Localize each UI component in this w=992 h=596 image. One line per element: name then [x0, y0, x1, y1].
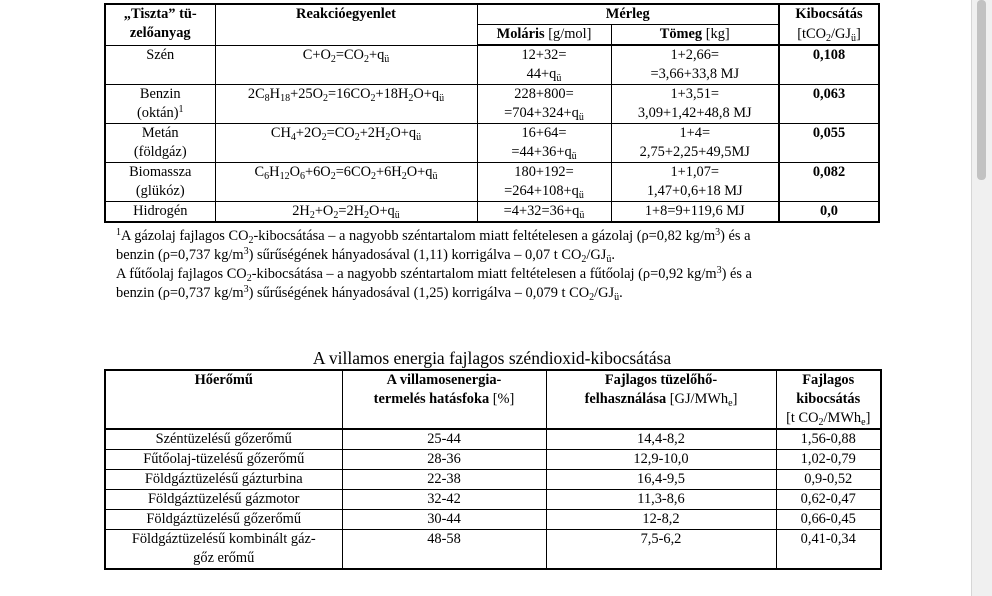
- emission-cell: 0,063: [779, 85, 879, 124]
- footnotes: [116, 227, 886, 303]
- plant-cell: Földgáztüzelésű gázturbina: [105, 470, 342, 490]
- table-row: [105, 470, 881, 490]
- fuel-emission-table: [104, 3, 880, 223]
- emission-cell: 0,66-0,45: [776, 510, 881, 530]
- col-fuel-header: „Tiszta” tü- zelőanyag: [105, 4, 215, 45]
- table2-title: A villamos energia fajlagos széndioxid-kibocsátása: [312, 348, 672, 368]
- col-fuel-use-header: Fajlagos tüzelőhő- felhasználása [GJ/MWh$_e$]: [546, 370, 776, 429]
- table-row: [105, 510, 881, 530]
- molar-cell: 228+800= $=704+324+q_ü$: [477, 85, 611, 124]
- molar-cell: $=4+32=36+q_ü$: [477, 202, 611, 223]
- emission-cell: 0,055: [779, 124, 879, 163]
- molar-cell: 16+64= $=44+36+q_ü$: [477, 124, 611, 163]
- emission-cell: 0,9-0,52: [776, 470, 881, 490]
- plant-cell: Földgáztüzelésű gázmotor: [105, 490, 342, 510]
- emission-cell: 0,62-0,47: [776, 490, 881, 510]
- mass-cell: 1+4= 2,75+2,25+49,5MJ: [611, 124, 779, 163]
- plant-cell: Földgáztüzelésű gőzerőmű: [105, 510, 342, 530]
- table-row: [105, 85, 879, 124]
- col-emission-unit: $[tCO_2/GJ_ü]$: [779, 25, 879, 46]
- plant-cell: Fűtőolaj-tüzelésű gőzerőmű: [105, 450, 342, 470]
- mass-cell: 1+8=9+119,6 MJ: [611, 202, 779, 223]
- table-row: [105, 450, 881, 470]
- molar-cell: 180+192= $=264+108+q_ü$: [477, 163, 611, 202]
- col-molar-header: Moláris [g/mol]: [477, 25, 611, 46]
- vertical-scrollbar[interactable]: [971, 0, 992, 596]
- efficiency-cell: 30-44: [342, 510, 546, 530]
- fuel-cell: Biomassza (glükóz): [105, 163, 215, 202]
- mass-cell: 1+3,51= 3,09+1,42+48,8 MJ: [611, 85, 779, 124]
- efficiency-cell: 25-44: [342, 429, 546, 450]
- emission-cell: 0,0: [779, 202, 879, 223]
- emission-cell: 0,41-0,34: [776, 530, 881, 570]
- plant-cell: Széntüzelésű gőzerőmű: [105, 429, 342, 450]
- fuel-use-cell: 12,9-10,0: [546, 450, 776, 470]
- fuel-use-cell: 7,5-6,2: [546, 530, 776, 570]
- table-row: [105, 163, 879, 202]
- efficiency-cell: 28-36: [342, 450, 546, 470]
- molar-cell: 12+32= $44+q_ü$: [477, 45, 611, 85]
- electricity-emission-table: [104, 369, 882, 570]
- mass-cell: 1+2,66= =3,66+33,8 MJ: [611, 45, 779, 85]
- emission-cell: 0,082: [779, 163, 879, 202]
- col-plant-header: Hőerőmű: [105, 370, 342, 429]
- col-efficiency-header: A villamosenergia- termelés hatásfoka [%]: [342, 370, 546, 429]
- reaction-cell: $C_6H_{12}O_6+6O_2=6CO_2+6H_2O+q_ü$: [215, 163, 477, 202]
- table-row: [105, 45, 879, 85]
- efficiency-cell: 48-58: [342, 530, 546, 570]
- fuel-use-cell: 12-8,2: [546, 510, 776, 530]
- col-reaction-header: Reakcióegyenlet: [215, 4, 477, 45]
- col-emission-header: Fajlagos kibocsátás [t $CO_2/MWh_e$]: [776, 370, 881, 429]
- reaction-cell: $2H_2+O_2=2H_2O+q_ü$: [215, 202, 477, 223]
- efficiency-cell: 32-42: [342, 490, 546, 510]
- mass-cell: 1+1,07= 1,47+0,6+18 MJ: [611, 163, 779, 202]
- col-mass-header: Tömeg [kg]: [611, 25, 779, 46]
- fuel-use-cell: 11,3-8,6: [546, 490, 776, 510]
- emission-cell: 1,02-0,79: [776, 450, 881, 470]
- table-row: [105, 202, 879, 223]
- reaction-cell: $2C_8H_{18}+25O_2=16CO_2+18H_2O+q_ü$: [215, 85, 477, 124]
- reaction-cell: $CH_4+2O_2=CO_2+2H_2O+q_ü$: [215, 124, 477, 163]
- footnote-diesel: $^1$A gázolaj fajlagos $CO_2$-kibocsátása – a nagyobb széntartalom miatt feltételesen a gázolaj (ρ=0,82 $kg/m^3$) és a benzin (ρ=0,737 $kg/m^3$) sűrűségének hányadosával (1,11) korrigálva – 0,07 t $CO_2/GJ_ü$.: [116, 227, 751, 265]
- emission-cell: 1,56-0,88: [776, 429, 881, 450]
- fuel-cell: Hidrogén: [105, 202, 215, 223]
- footnote-fuel-oil: A fűtőolaj fajlagos $CO_2$-kibocsátása – a nagyobb széntartalom miatt feltételesen a fűtőolaj (ρ=0,92 $kg/m^3$) és a benzin (ρ=0,737 $kg/m^3$) sűrűségének hányadosával (1,25) korrigálva – 0,079 t $CO_2/GJ_ü$.: [116, 265, 752, 303]
- col-balance-header: Mérleg: [477, 4, 779, 25]
- emission-cell: 0,108: [779, 45, 879, 85]
- col-emission-header: Kibocsátás: [779, 4, 879, 25]
- scrollbar-thumb[interactable]: [977, 0, 986, 180]
- reaction-cell: $C+O_2=CO_2+q_ü$: [215, 45, 477, 85]
- table-row: [105, 490, 881, 510]
- fuel-cell: Szén: [105, 45, 215, 85]
- table-row: [105, 124, 879, 163]
- fuel-use-cell: 16,4-9,5: [546, 470, 776, 490]
- fuel-use-cell: 14,4-8,2: [546, 429, 776, 450]
- fuel-cell: Benzin (oktán)$^1$: [105, 85, 215, 124]
- fuel-cell: Metán (földgáz): [105, 124, 215, 163]
- plant-cell: Földgáztüzelésű kombinált gáz- gőz erőmű: [105, 530, 342, 570]
- table-row: [105, 530, 881, 570]
- efficiency-cell: 22-38: [342, 470, 546, 490]
- table-row: [105, 429, 881, 450]
